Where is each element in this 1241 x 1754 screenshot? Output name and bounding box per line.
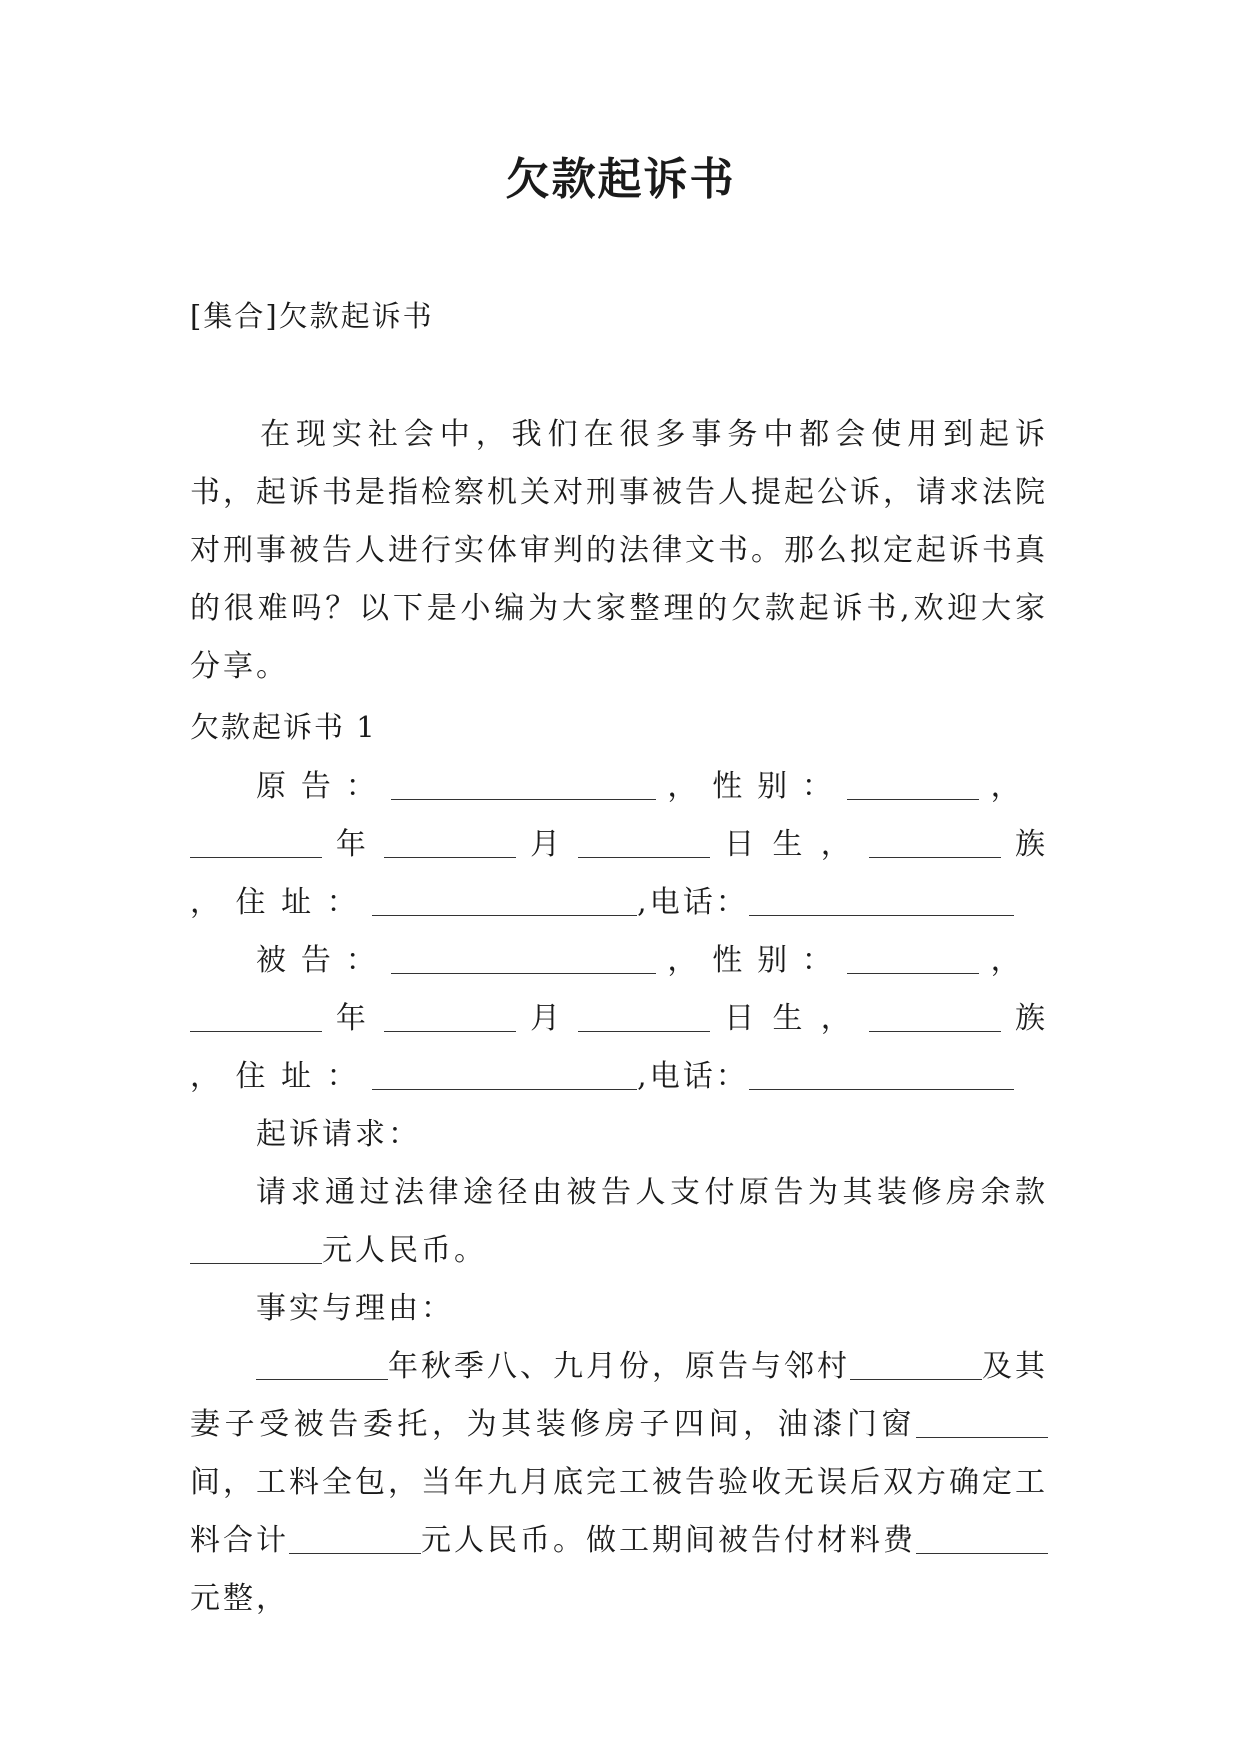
plaintiff-year-label: 年 xyxy=(335,827,371,862)
defendant-phone-blank xyxy=(749,1059,1014,1090)
defendant-phone-label: ,电话： xyxy=(637,1059,749,1094)
plaintiff-ethnic-label: 族 ， xyxy=(190,827,1048,920)
defendant-address-blank xyxy=(372,1059,637,1090)
defendant-born-label: 日 生 ， xyxy=(724,1001,856,1036)
plaintiff-month-blank xyxy=(384,827,516,858)
facts-year-blank xyxy=(256,1349,388,1380)
plaintiff-day-blank xyxy=(578,827,710,858)
facts-material-blank xyxy=(916,1523,1048,1554)
plaintiff-year-blank xyxy=(190,827,322,858)
claims-text-2: 元人民币。 xyxy=(322,1233,487,1268)
complaint-body xyxy=(190,758,1048,1628)
plaintiff-address-label: 住 址 ： xyxy=(235,885,360,920)
plaintiff-born-label: 日 生 ， xyxy=(724,827,856,862)
document-subtitle: [集合]欠款起诉书 xyxy=(190,299,434,333)
intro-paragraph: 在现实社会中，我们在很多事务中都会使用到起诉书，起诉书是指检察机关对刑事被告人提起公诉，请求法院对刑事被告人进行实体审判的法律文书。那么拟定起诉书真的很难吗？以下是小编为大家整理的欠款起诉书,欢迎大家分享。 xyxy=(190,417,1048,684)
facts-part-2: 及其妻子受被告委托，为其装修房子四间，油漆门窗 xyxy=(190,1349,1048,1442)
defendant-ethnic-blank xyxy=(869,1001,1001,1032)
defendant-gender-blank xyxy=(847,943,979,974)
defendant-address-label: 住 址 ： xyxy=(235,1059,360,1094)
plaintiff-ethnic-blank xyxy=(869,827,1001,858)
claims-text-1: 请求通过法律途径由被告人支付原告为其装修房余款 xyxy=(256,1175,1048,1210)
facts-total-blank xyxy=(289,1523,421,1554)
defendant-month-label: 月 xyxy=(530,1001,565,1036)
defendant-day-blank xyxy=(578,1001,710,1032)
defendant-year-label: 年 xyxy=(335,1001,371,1036)
facts-part-1: 年秋季八、九月份，原告与邻村 xyxy=(388,1349,850,1384)
plaintiff-comma: ， xyxy=(978,769,1036,804)
plaintiff-phone-label: ,电话： xyxy=(637,885,749,920)
defendant-ethnic-label: 族 ， xyxy=(190,1001,1048,1094)
defendant-month-blank xyxy=(384,1001,516,1032)
claims-text xyxy=(190,1164,1048,1280)
facts-part-3: 间，工料全包，当年九月底完工被告验收无误后双方确定工料合计 xyxy=(190,1465,1048,1558)
plaintiff-gender-label: ，性别： xyxy=(655,769,847,804)
plaintiff-name-blank xyxy=(391,769,656,800)
plaintiff-info xyxy=(190,758,1048,932)
facts-part-5: 元整， xyxy=(190,1581,289,1616)
plaintiff-month-label: 月 xyxy=(530,827,565,862)
section-title: 欠款起诉书 1 xyxy=(190,710,377,744)
claims-heading: 起诉请求： xyxy=(256,1117,421,1152)
facts-person-blank xyxy=(850,1349,982,1380)
defendant-name-blank xyxy=(391,943,656,974)
defendant-gender-label: ，性别： xyxy=(655,943,847,978)
facts-text xyxy=(190,1338,1048,1628)
facts-windows-blank xyxy=(916,1407,1048,1438)
facts-part-4: 元人民币。做工期间被告付材料费 xyxy=(421,1523,916,1558)
defendant-label: 被告： xyxy=(256,943,391,978)
document-title: 欠款起诉书 xyxy=(505,154,736,205)
defendant-year-blank xyxy=(190,1001,322,1032)
claims-amount-blank xyxy=(190,1233,322,1264)
defendant-comma: ， xyxy=(978,943,1036,978)
plaintiff-gender-blank xyxy=(847,769,979,800)
plaintiff-address-blank xyxy=(372,885,637,916)
plaintiff-phone-blank xyxy=(749,885,1014,916)
defendant-info xyxy=(190,932,1048,1106)
facts-heading: 事实与理由： xyxy=(256,1291,454,1326)
plaintiff-label: 原告： xyxy=(256,769,391,804)
